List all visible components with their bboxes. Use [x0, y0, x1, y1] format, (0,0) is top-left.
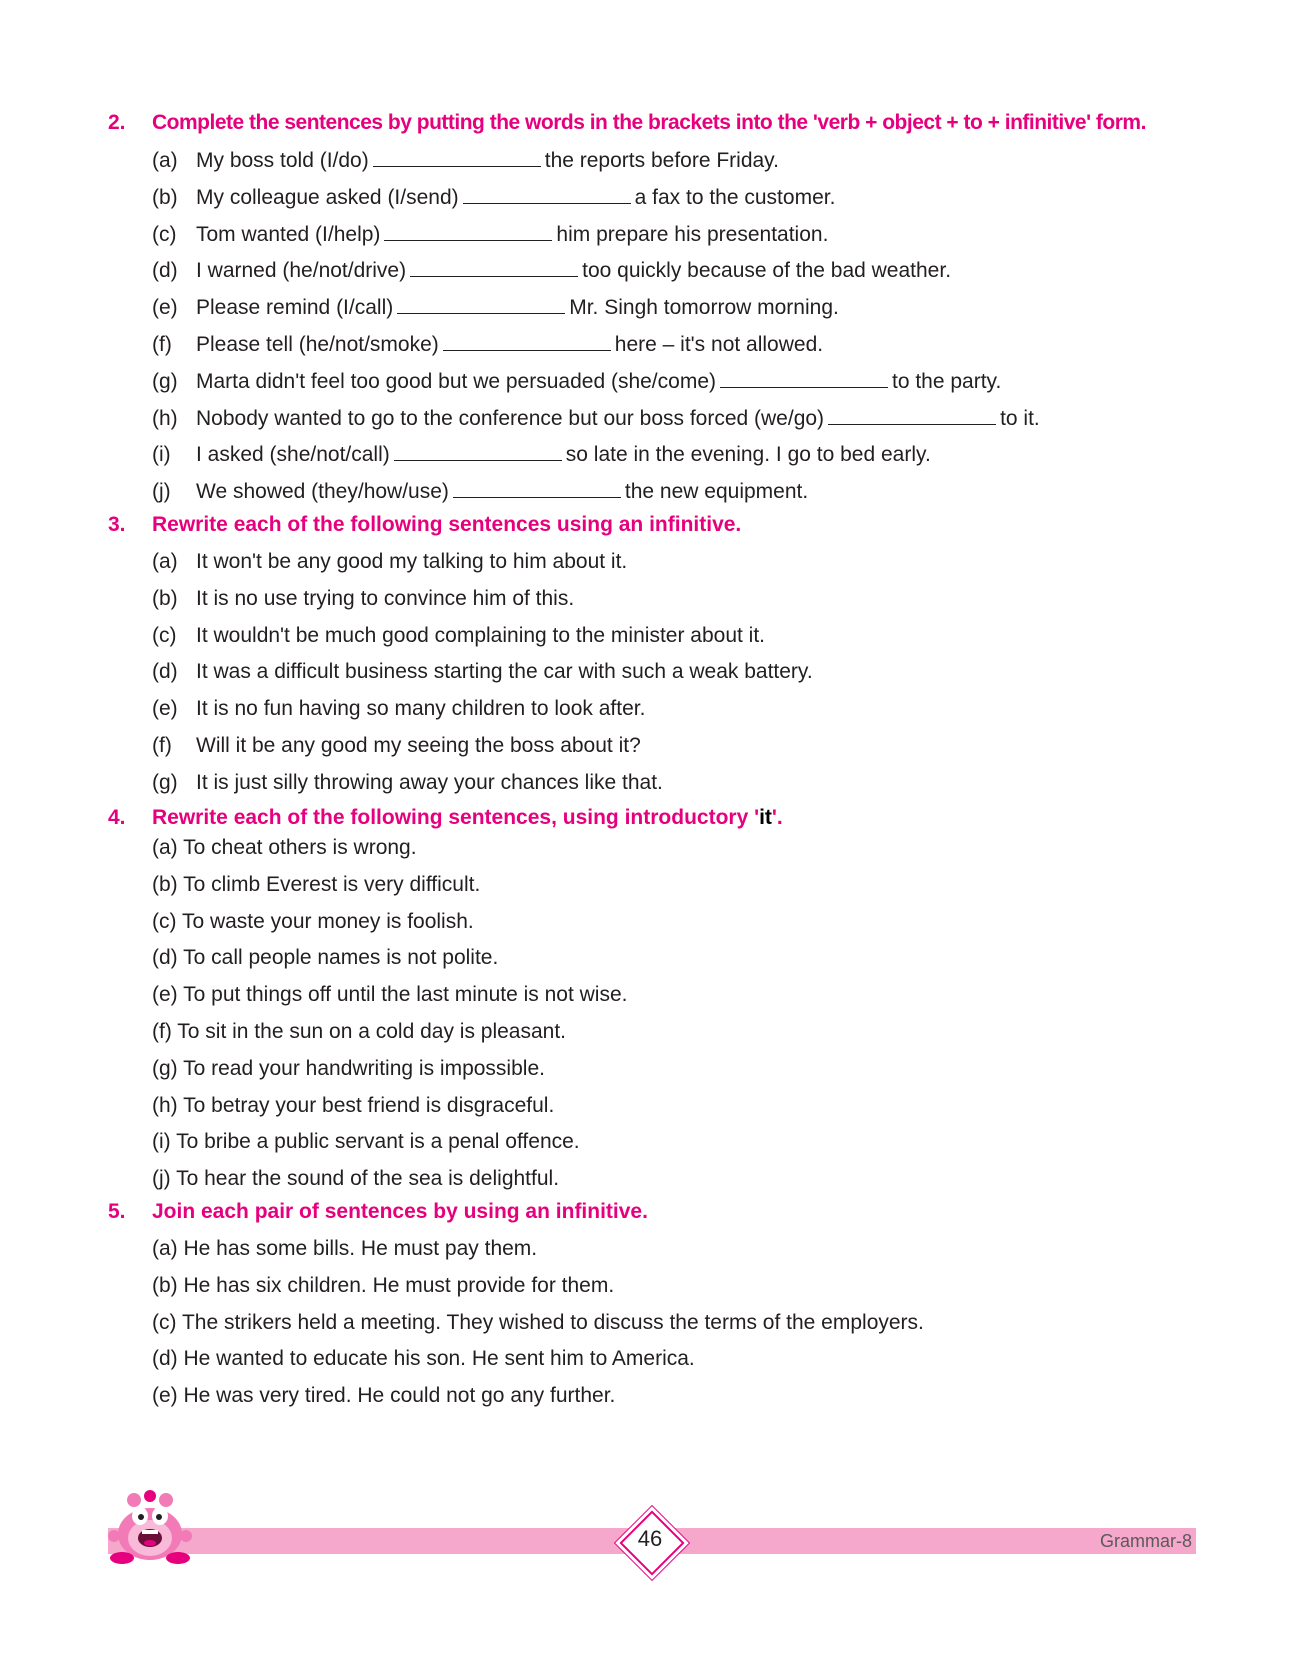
q2-item — [152, 220, 828, 249]
q2-title: Complete the sentences by putting the words in the brackets into the 'verb + object + to + infinitive' form. — [152, 111, 1146, 134]
item-prompt: Nobody wanted to go to the conference but our boss forced (we/go) — [196, 406, 825, 430]
q5-item: (c) The strikers held a meeting. They wished to discuss the terms of the employers. — [152, 1310, 924, 1334]
answer-blank[interactable] — [397, 293, 565, 314]
q3-number: 3. — [108, 513, 126, 536]
answer-blank[interactable] — [720, 367, 888, 388]
item-continuation: Mr. Singh tomorrow morning. — [569, 296, 839, 320]
item-continuation: too quickly because of the bad weather. — [582, 259, 952, 283]
monster-mascot-icon — [104, 1490, 196, 1566]
item-label: (b) — [152, 185, 178, 209]
item-prompt: Tom wanted (I/help) — [196, 222, 381, 246]
item-text: It wouldn't be much good complaining to the minister about it. — [196, 623, 765, 647]
item-label: (e) — [152, 697, 178, 721]
item-label: (e) — [152, 296, 178, 320]
item-prompt: My boss told (I/do) — [196, 149, 369, 172]
answer-blank[interactable] — [384, 220, 552, 241]
q3-item — [152, 658, 813, 686]
book-title: Grammar-8 — [1099, 1531, 1192, 1551]
item-label: (h) — [152, 406, 178, 430]
item-continuation: the new equipment. — [624, 480, 809, 504]
q4-item: (e) To put things off until the last minute is not wise. — [152, 983, 628, 1007]
q4-item: (f) To sit in the sun on a cold day is pleasant. — [152, 1020, 567, 1043]
q4-item: (b) To climb Everest is very difficult. — [152, 872, 481, 896]
item-label: (g) — [152, 770, 178, 794]
q5-item: (d) He wanted to educate his son. He sent him to America. — [152, 1347, 695, 1371]
item-label: (f) — [152, 333, 172, 356]
q3-item — [152, 695, 645, 723]
q4-title — [152, 804, 783, 832]
q3-item — [152, 585, 574, 613]
item-prompt: Marta didn't feel too good but we persuaded (she/come) — [196, 369, 716, 393]
item-prompt: I asked (she/not/call) — [196, 443, 390, 467]
q2-item — [152, 404, 1040, 433]
q5-item: (b) He has six children. He must provide for them. — [152, 1273, 615, 1297]
answer-blank[interactable] — [443, 330, 611, 351]
item-continuation: the reports before Friday. — [544, 149, 779, 172]
q4-title-post: '. — [771, 806, 783, 829]
answer-blank[interactable] — [410, 256, 578, 277]
answer-blank[interactable] — [828, 404, 996, 425]
q4-title-pre: Rewrite each of the following sentences, using introductory ' — [152, 806, 760, 829]
item-prompt: Please tell (he/not/smoke) — [196, 333, 439, 356]
item-text: It is no fun having so many children to look after. — [196, 697, 646, 721]
item-text: Will it be any good my seeing the boss about it? — [196, 734, 641, 757]
item-continuation: him prepare his presentation. — [556, 222, 829, 246]
item-label: (f) — [152, 734, 172, 757]
item-text: It was a difficult business starting the car with such a weak battery. — [196, 660, 813, 684]
q3-item — [152, 769, 663, 797]
q2-item — [152, 440, 931, 469]
item-continuation: a fax to the customer. — [634, 185, 836, 209]
q4-item: (d) To call people names is not polite. — [152, 946, 499, 970]
item-continuation: so late in the evening. I go to bed early. — [565, 443, 931, 467]
q4-item: (h) To betray your best friend is disgraceful. — [152, 1093, 555, 1117]
item-text: It won't be any good my talking to him about it. — [196, 550, 628, 573]
item-label: (c) — [152, 623, 177, 647]
item-prompt: I warned (he/not/drive) — [196, 259, 407, 283]
q4-item: (a) To cheat others is wrong. — [152, 836, 417, 859]
q4-item: (i) To bribe a public servant is a penal offence. — [152, 1130, 580, 1154]
q5-item: (a) He has some bills. He must pay them. — [152, 1237, 538, 1260]
answer-blank[interactable] — [394, 440, 562, 461]
q4-title-it: it — [759, 806, 772, 829]
q4-item: (g) To read your handwriting is impossible. — [152, 1056, 545, 1080]
q2-number: 2. — [108, 111, 126, 134]
page-number-badge — [621, 1512, 679, 1570]
q2-item — [152, 146, 779, 175]
item-prompt: Please remind (I/call) — [196, 296, 394, 320]
item-label: (c) — [152, 222, 177, 246]
item-label: (d) — [152, 259, 178, 283]
q2-item — [152, 183, 835, 212]
item-continuation: here – it's not allowed. — [614, 333, 824, 356]
item-continuation: to it. — [1000, 406, 1040, 430]
page-number: 46 — [637, 1526, 663, 1551]
answer-blank[interactable] — [463, 183, 631, 204]
item-continuation: to the party. — [892, 369, 1002, 393]
q3-item — [152, 732, 641, 760]
item-label: (i) — [152, 443, 171, 467]
item-label: (g) — [152, 369, 178, 393]
q5-number: 5. — [108, 1200, 126, 1223]
q2-item — [152, 330, 823, 359]
answer-blank[interactable] — [373, 146, 541, 167]
item-text: It is just silly throwing away your chances like that. — [196, 770, 663, 794]
item-label: (d) — [152, 660, 178, 684]
item-prompt: My colleague asked (I/send) — [196, 185, 459, 209]
q4-item: (j) To hear the sound of the sea is delightful. — [152, 1167, 560, 1191]
q3-title: Rewrite each of the following sentences using an infinitive. — [152, 513, 742, 536]
q2-item — [152, 256, 951, 285]
q2-item — [152, 477, 808, 506]
item-label: (a) — [152, 149, 178, 172]
answer-blank[interactable] — [453, 477, 621, 498]
q5-item: (e) He was very tired. He could not go any further. — [152, 1384, 616, 1408]
q2-item — [152, 367, 1001, 396]
item-label: (b) — [152, 586, 178, 610]
item-prompt: We showed (they/how/use) — [196, 480, 449, 504]
q4-number: 4. — [108, 806, 126, 829]
q2-item — [152, 293, 839, 322]
q4-item: (c) To waste your money is foolish. — [152, 909, 474, 933]
q5-title: Join each pair of sentences by using an infinitive. — [152, 1200, 648, 1223]
item-text: It is no use trying to convince him of this. — [196, 586, 575, 610]
item-label: (j) — [152, 480, 171, 504]
q3-item — [152, 622, 765, 650]
q3-item — [152, 548, 627, 576]
item-label: (a) — [152, 550, 178, 573]
